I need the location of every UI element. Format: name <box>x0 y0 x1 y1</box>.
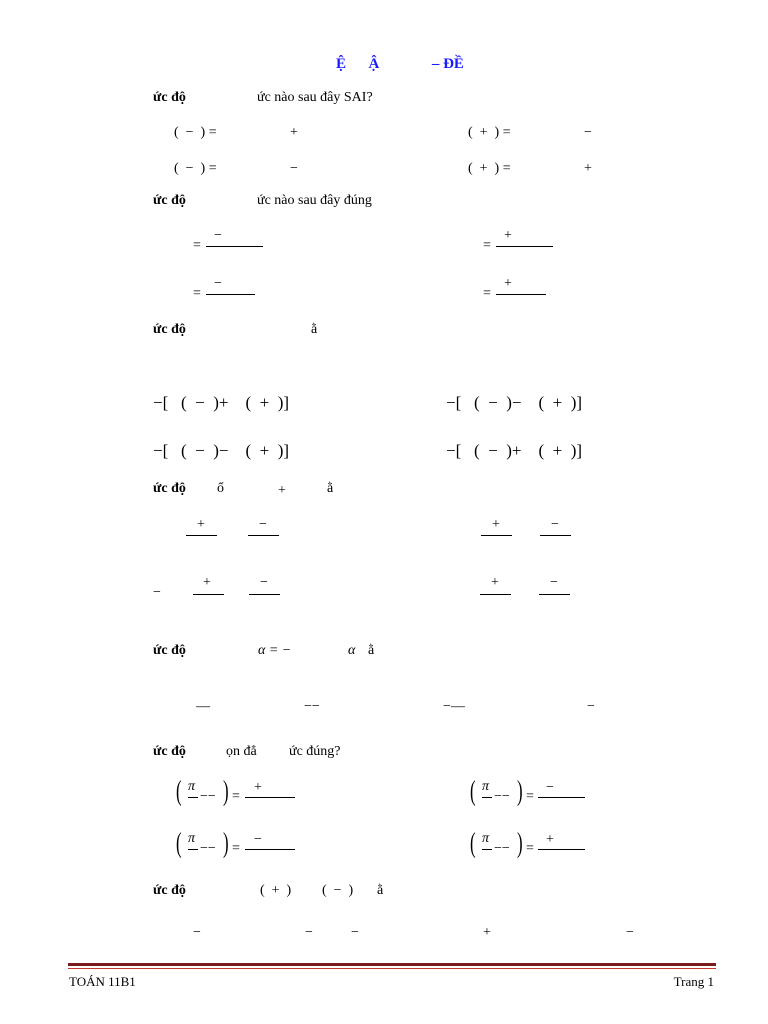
q4-option-a-bar1 <box>186 535 217 536</box>
q6-option-c-inner: −− <box>200 841 216 856</box>
q2-option-c-eq: = <box>193 286 201 301</box>
q6-option-d-fraction-bar <box>538 849 585 850</box>
question-4-label: ức độ <box>153 481 186 496</box>
q1-option-a-left: ( − ) = <box>174 125 217 140</box>
q2-option-c-num: − <box>214 276 222 291</box>
question-5-text-c: ằ <box>368 643 375 658</box>
page-title: Ệ Ậ – ĐỀ <box>336 56 464 72</box>
q3-option-b: −[ ( − )− ( + )] <box>446 393 583 412</box>
q1-option-d-left: ( + ) = <box>468 161 511 176</box>
q6-option-a-num: + <box>254 780 262 795</box>
q4-option-c-bar1 <box>193 594 224 595</box>
q6-option-a-fraction-bar <box>245 797 295 798</box>
q6-option-b-fraction-bar <box>538 797 585 798</box>
q6-option-a-pi: π <box>188 779 196 794</box>
q6-option-a-pi-bar <box>188 797 198 798</box>
q3-option-d: −[ ( − )+ ( + )] <box>446 441 583 460</box>
question-3-text: ằ <box>311 322 318 337</box>
question-2-text: ức nào sau đây đúng <box>257 193 372 208</box>
q6-option-c-fraction-bar <box>245 849 295 850</box>
question-7-label: ức độ <box>153 883 186 898</box>
q6-option-d-num: + <box>546 832 554 847</box>
q1-option-b-left: ( + ) = <box>468 125 511 140</box>
q2-option-d-eq: = <box>483 286 491 301</box>
question-6-text-b: ức đúng? <box>289 744 341 759</box>
q4-option-b-num2: − <box>551 517 559 532</box>
question-5-text-a: α = − <box>258 643 292 658</box>
question-3-label: ức độ <box>153 322 186 337</box>
q6-option-d-pi: π <box>482 831 490 846</box>
footer-page-number: Trang 1 <box>673 974 714 989</box>
q6-option-c-lparen: ( <box>176 828 182 859</box>
q7-option-c: + <box>483 925 491 940</box>
q2-option-d-fraction-bar <box>496 294 546 295</box>
q2-option-b-eq: = <box>483 238 491 253</box>
q6-option-a-rparen: ) <box>223 776 229 807</box>
q6-option-b-pi: π <box>482 779 490 794</box>
q6-option-b-num: − <box>546 780 554 795</box>
question-2-label: ức độ <box>153 193 186 208</box>
q4-option-b-bar2 <box>540 535 571 536</box>
q6-option-c-rparen: ) <box>223 828 229 859</box>
q4-option-d-bar2 <box>539 594 570 595</box>
question-4-text-b: + <box>278 483 286 498</box>
q6-option-b-pi-bar <box>482 797 492 798</box>
q5-option-a: — <box>196 699 210 714</box>
q6-option-d-eq: = <box>526 841 534 856</box>
question-5-label: ức độ <box>153 643 186 658</box>
q6-option-b-lparen: ( <box>470 776 476 807</box>
q7-option-b-1: − <box>305 925 313 940</box>
question-7-text-a: ( + ) <box>260 883 292 898</box>
q2-option-b-num: + <box>504 228 512 243</box>
q4-option-d-bar1 <box>480 594 511 595</box>
q5-option-d: − <box>587 699 595 714</box>
footer-left: TOÁN 11B1 <box>69 974 136 989</box>
question-1-text: ức nào sau đây SAI? <box>257 90 373 105</box>
q4-option-b-num1: + <box>492 517 500 532</box>
q6-option-d-inner: −− <box>494 841 510 856</box>
q1-option-c-left: ( − ) = <box>174 161 217 176</box>
q2-option-a-eq: = <box>193 238 201 253</box>
question-7-text-c: ằ <box>377 883 384 898</box>
q4-option-a-num2: − <box>259 517 267 532</box>
q2-option-d-num: + <box>504 276 512 291</box>
q6-option-d-lparen: ( <box>470 828 476 859</box>
q6-option-c-pi-bar <box>188 849 198 850</box>
q3-option-c: −[ ( − )− ( + )] <box>153 441 290 460</box>
q6-option-d-pi-bar <box>482 849 492 850</box>
q6-option-a-inner: −− <box>200 789 216 804</box>
q7-option-b-2: − <box>351 925 359 940</box>
q6-option-d-rparen: ) <box>517 828 523 859</box>
q1-option-b-right: − <box>584 125 592 140</box>
footer-rule-thick <box>68 963 716 966</box>
q7-option-d: − <box>626 925 634 940</box>
question-6-text-a: ọn đẳ <box>226 744 257 759</box>
q5-option-b: −− <box>304 699 320 714</box>
q4-option-c-num1: + <box>203 575 211 590</box>
q6-option-a-lparen: ( <box>176 776 182 807</box>
q4-option-c-prefix: − <box>153 585 161 600</box>
q6-option-c-pi: π <box>188 831 196 846</box>
footer-rule-thin <box>68 968 716 969</box>
q2-option-a-num: − <box>214 228 222 243</box>
q4-option-c-bar2 <box>249 594 280 595</box>
q6-option-c-num: − <box>254 832 262 847</box>
q4-option-b-bar1 <box>481 535 512 536</box>
q4-option-d-num2: − <box>550 575 558 590</box>
q4-option-d-num1: + <box>491 575 499 590</box>
q3-option-a: −[ ( − )+ ( + )] <box>153 393 290 412</box>
q2-option-c-fraction-bar <box>206 294 255 295</box>
q6-option-b-rparen: ) <box>517 776 523 807</box>
q1-option-a-right: + <box>290 125 298 140</box>
q6-option-c-eq: = <box>232 841 240 856</box>
q4-option-a-num1: + <box>197 517 205 532</box>
q1-option-c-right: − <box>290 161 298 176</box>
q2-option-a-fraction-bar <box>206 246 263 247</box>
q7-option-a: − <box>193 925 201 940</box>
question-5-text-b: α <box>348 643 356 658</box>
q2-option-b-fraction-bar <box>496 246 553 247</box>
q5-option-c: −— <box>443 699 465 714</box>
question-1-label: ức độ <box>153 90 186 105</box>
question-7-text-b: ( − ) <box>322 883 354 898</box>
q1-option-d-right: + <box>584 161 592 176</box>
q4-option-c-num2: − <box>260 575 268 590</box>
q6-option-b-inner: −− <box>494 789 510 804</box>
q6-option-b-eq: = <box>526 789 534 804</box>
question-6-label: ức độ <box>153 744 186 759</box>
question-4-text-c: ằ <box>327 481 334 496</box>
question-4-text-a: ổ <box>217 481 224 496</box>
q6-option-a-eq: = <box>232 789 240 804</box>
q4-option-a-bar2 <box>248 535 279 536</box>
